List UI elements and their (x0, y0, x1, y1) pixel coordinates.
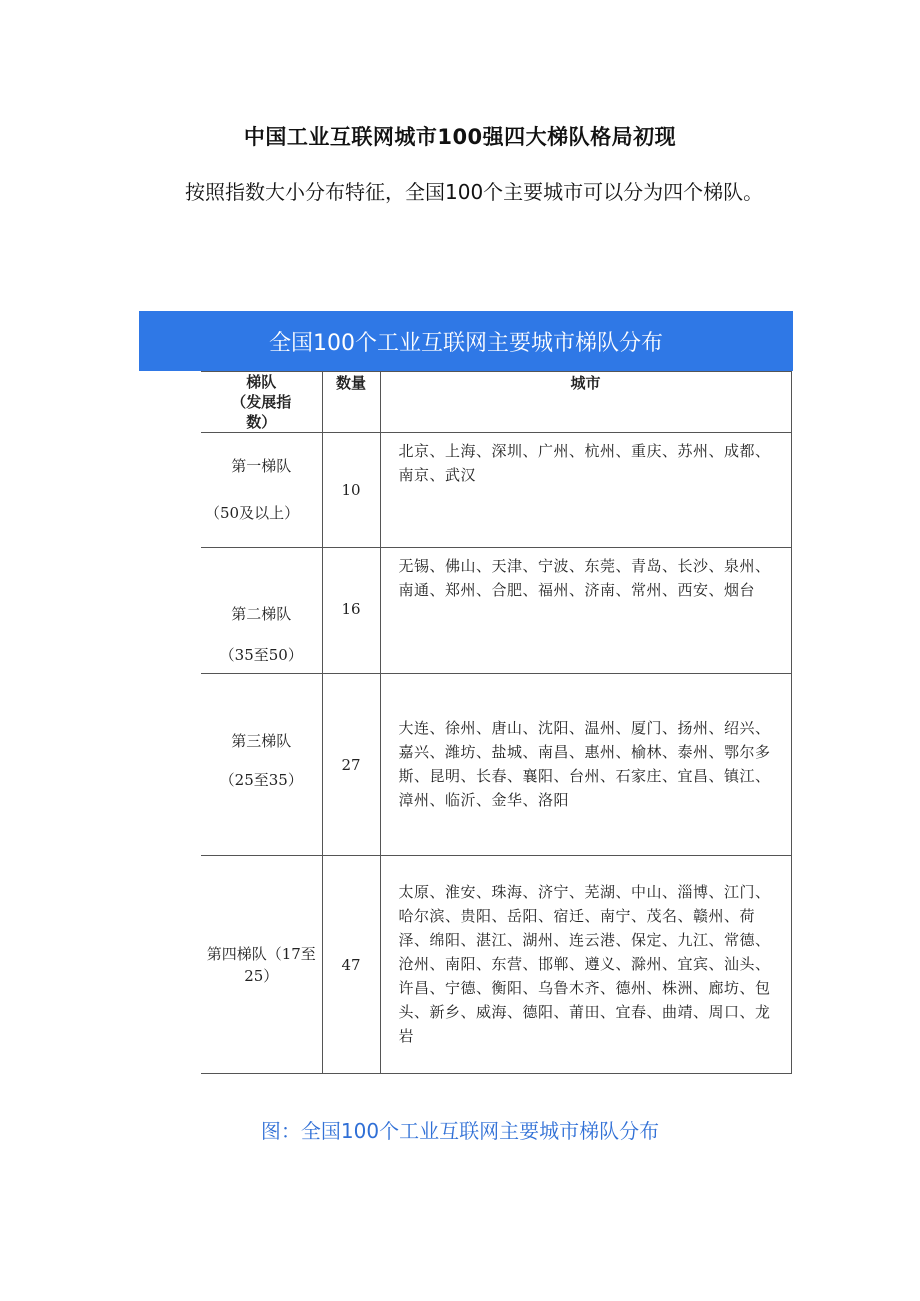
table-row (201, 548, 791, 674)
tier-count: 27 (322, 674, 380, 856)
table-row (201, 856, 791, 1074)
tier-name: 第四梯队（17至25） (206, 944, 316, 985)
tier-count: 47 (322, 856, 380, 1074)
tier-name: 第二梯队 (231, 605, 292, 623)
header-tier-line3: 数） (246, 413, 277, 431)
document-title: 中国工业互联网城市100强四大梯队格局初现 (243, 125, 677, 149)
tier-cities: 北京、上海、深圳、广州、杭州、重庆、苏州、成都、南京、武汉 (380, 433, 791, 548)
header-count: 数量 (322, 372, 380, 433)
header-tier-line1: 梯队 (246, 373, 277, 391)
tier-table (201, 371, 792, 1074)
tier-count: 10 (322, 433, 380, 548)
tier-range: （25至35） (219, 771, 303, 789)
tier-name: 第一梯队 (231, 457, 292, 475)
tier-count: 16 (322, 548, 380, 674)
tier-cities: 大连、徐州、唐山、沈阳、温州、厦门、扬州、绍兴、嘉兴、潍坊、盐城、南昌、惠州、榆林、泰州、鄂尔多斯、昆明、长春、襄阳、台州、石家庄、宜昌、镇江、漳州、临沂、金华、洛阳 (380, 674, 791, 856)
tier-cell (201, 433, 322, 548)
tier-cell (201, 548, 322, 674)
table-header-row (201, 372, 791, 433)
table-row (201, 674, 791, 856)
header-cities: 城市 (380, 372, 791, 433)
header-tier (201, 372, 322, 433)
tier-cell (201, 674, 322, 856)
tier-range: （35至50） (219, 646, 303, 664)
intro-paragraph: 按照指数大小分布特征，全国100个主要城市可以分为四个梯队。 (185, 180, 764, 204)
tier-cities: 太原、淮安、珠海、济宁、芜湖、中山、淄博、江门、哈尔滨、贵阳、岳阳、宿迁、南宁、茂名、赣州、荷泽、绵阳、湛江、湖州、连云港、保定、九江、常德、沧州、南阳、东营、邯郸、遵义、滁州、宜宾、汕头、许昌、宁德、衡阳、乌鲁木齐、德州、株洲、廊坊、包头、新乡、威海、德阳、莆田、宜春、曲靖、周口、龙岩 (380, 856, 791, 1074)
tier-name: 第三梯队 (231, 732, 292, 750)
table-banner: 全国100个工业互联网主要城市梯队分布 (139, 311, 793, 371)
tier-cell (201, 856, 322, 1074)
tier-cities: 无锡、佛山、天津、宁波、东莞、青岛、长沙、泉州、南通、郑州、合肥、福州、济南、常州、西安、烟台 (380, 548, 791, 674)
figure-caption: 图：全国100个工业互联网主要城市梯队分布 (260, 1119, 660, 1143)
table-row (201, 433, 791, 548)
tier-range: （50及以上） (205, 504, 300, 522)
header-tier-line2: （发展指 (231, 393, 292, 411)
